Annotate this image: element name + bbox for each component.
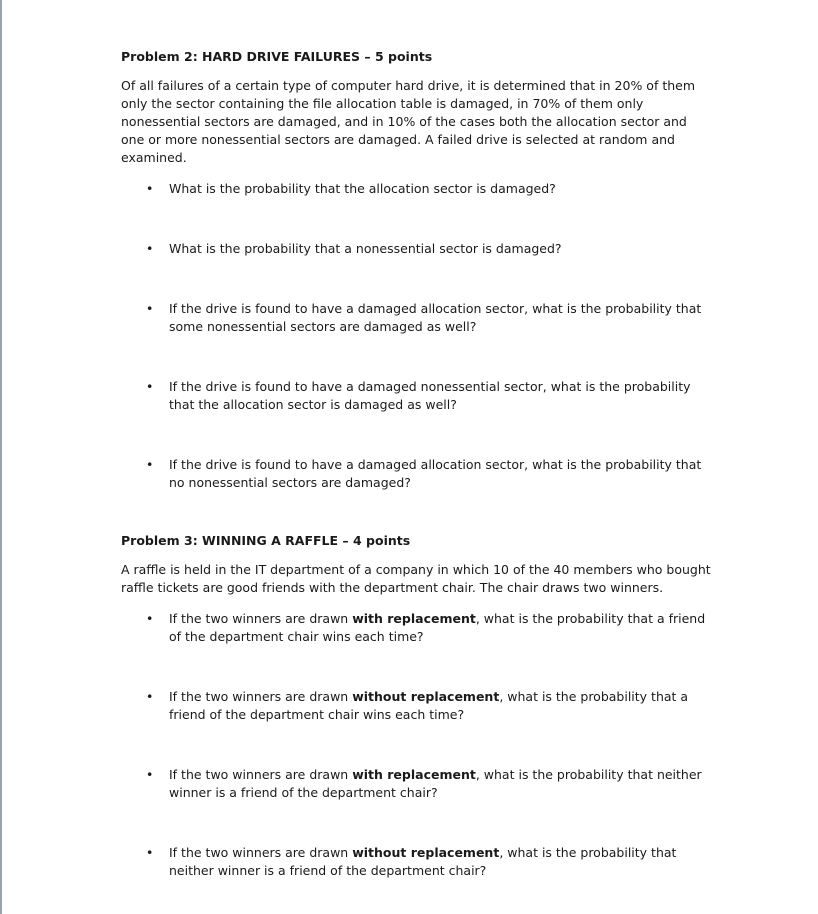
bullet-icon: • (146, 689, 154, 704)
question-suffix: , what is the probability that a friend of the department chair wins each time? (169, 689, 689, 722)
question-prefix: If the two winners are drawn (169, 845, 353, 860)
question-emphasis: without replacement (352, 689, 500, 704)
problem-3-intro: A raffle is held in the IT department of a company in which 10 of the 40 members who bought raffle tickets are good friends with the department chair. The chair draws two winners. (121, 562, 711, 595)
question-text: If the drive is found to have a damaged nonessential sector, what is the probability that the allocation sector is damaged as well? (169, 379, 691, 412)
question-text: If the drive is found to have a damaged allocation sector, what is the probability that no nonessential sectors are damaged? (169, 457, 702, 490)
problem-2-intro: Of all failures of a certain type of computer hard drive, it is determined that in 20% of them only the sector containing the file allocation table is damaged, in 70% of them only nonessential sectors are damaged, and in 10% of the cases both the allocation sector and one or more nonessential sectors are damaged. A failed drive is selected at random and examined. (121, 78, 696, 165)
problem-3-heading: Problem 3: WINNING A RAFFLE – 4 points (121, 533, 411, 548)
question-text (169, 766, 709, 802)
bullet-icon: • (146, 379, 154, 394)
question-emphasis: without replacement (352, 845, 500, 860)
question-emphasis: with replacement (352, 611, 476, 626)
page-left-border (0, 0, 2, 914)
question-text (169, 688, 709, 724)
bullet-icon: • (146, 845, 154, 860)
question-emphasis: with replacement (352, 767, 476, 782)
question-text: What is the probability that the allocation sector is damaged? (169, 181, 556, 196)
bullet-icon: • (146, 301, 154, 316)
bullet-icon: • (146, 457, 154, 472)
question-suffix: , what is the probability that neither winner is a friend of the department chair? (169, 767, 702, 800)
question-text (169, 610, 709, 646)
question-text (169, 844, 709, 880)
question-prefix: If the two winners are drawn (169, 611, 353, 626)
bullet-icon: • (146, 241, 154, 256)
problem-2-heading: Problem 2: HARD DRIVE FAILURES – 5 points (121, 49, 433, 64)
question-prefix: If the two winners are drawn (169, 767, 353, 782)
question-suffix: , what is the probability that a friend of the department chair wins each time? (169, 611, 706, 644)
bullet-icon: • (146, 181, 154, 196)
question-text: If the drive is found to have a damaged allocation sector, what is the probability that some nonessential sectors are damaged as well? (169, 301, 702, 334)
bullet-icon: • (146, 611, 154, 626)
question-prefix: If the two winners are drawn (169, 689, 353, 704)
bullet-icon: • (146, 767, 154, 782)
question-suffix: , what is the probability that neither winner is a friend of the department chair? (169, 845, 677, 878)
question-text: What is the probability that a nonessential sector is damaged? (169, 241, 562, 256)
